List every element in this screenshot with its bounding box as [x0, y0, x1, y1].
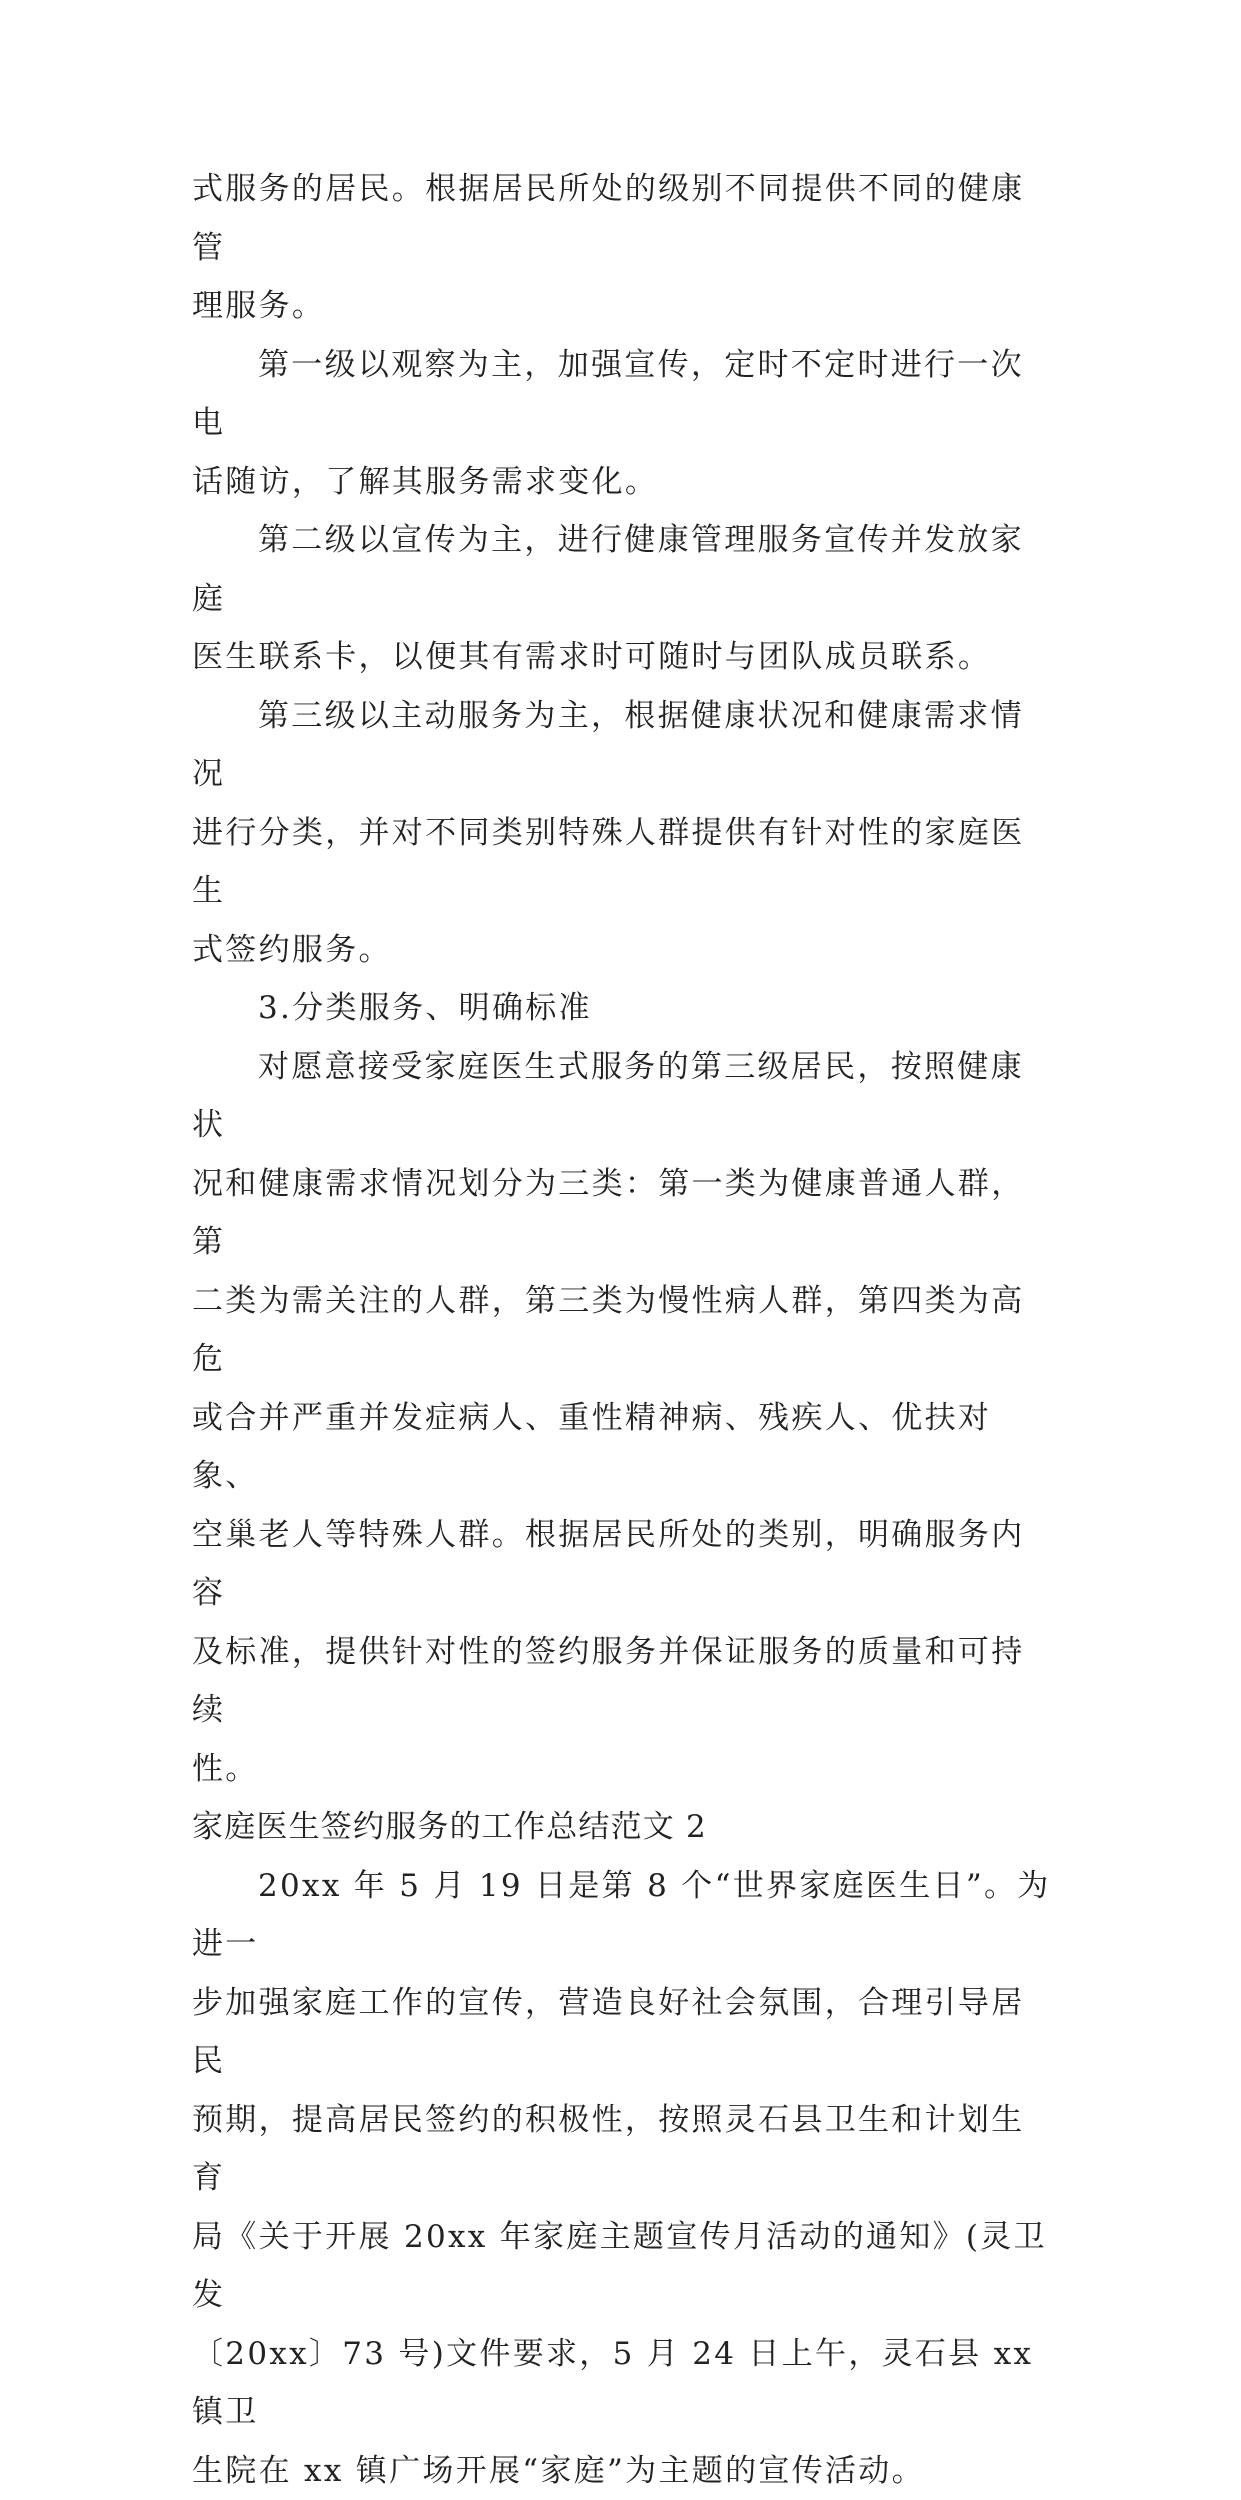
section-heading-classification: 3.分类服务、明确标准 [192, 979, 1052, 1038]
paragraph-service-levels-intro: 式服务的居民。根据居民所处的级别不同提供不同的健康管 理服务。 [192, 160, 1052, 336]
paragraph-level-two: 第二级以宣传为主，进行健康管理服务宣传并发放家庭 医生联系卡，以便其有需求时可随时与团队成员联系。 [192, 511, 1052, 687]
document-body [192, 160, 1052, 2500]
article-title-2: 家庭医生签约服务的工作总结范文 2 [192, 1798, 1052, 1857]
paragraph-level-three: 第三级以主动服务为主，根据健康状况和健康需求情况 进行分类，并对不同类别特殊人群提供有针对性的家庭医生 式签约服务。 [192, 687, 1052, 980]
paragraph-classification: 对愿意接受家庭医生式服务的第三级居民，按照健康状 况和健康需求情况划分为三类：第一类为健康普通人群，第 二类为需关注的人群，第三类为慢性病人群，第四类为高危 或合并严重并发症病人、重性精神病、残疾人、优扶对象、 空巢老人等特殊人群。根据居民所处的类别，明确服务内容 及标准，提供针对性的签约服务并保证服务的质量和可持续 性。 [192, 1038, 1052, 1799]
paragraph-level-one: 第一级以观察为主，加强宣传，定时不定时进行一次电 话随访，了解其服务需求变化。 [192, 336, 1052, 512]
paragraph-doctor-day: 20xx 年 5 月 19 日是第 8 个“世界家庭医生日”。为进一 步加强家庭工作的宣传，营造良好社会氛围，合理引导居民 预期，提高居民签约的积极性，按照灵石县卫生和计划生育 局《关于开展 20xx 年家庭主题宣传月活动的通知》(灵卫发 〔20xx〕73 号)文件要求，5 月 24 日上午，灵石县 xx 镇卫 生院在 xx 镇广场开展“家庭”为主题的宣传活动。 [192, 1857, 1052, 2500]
